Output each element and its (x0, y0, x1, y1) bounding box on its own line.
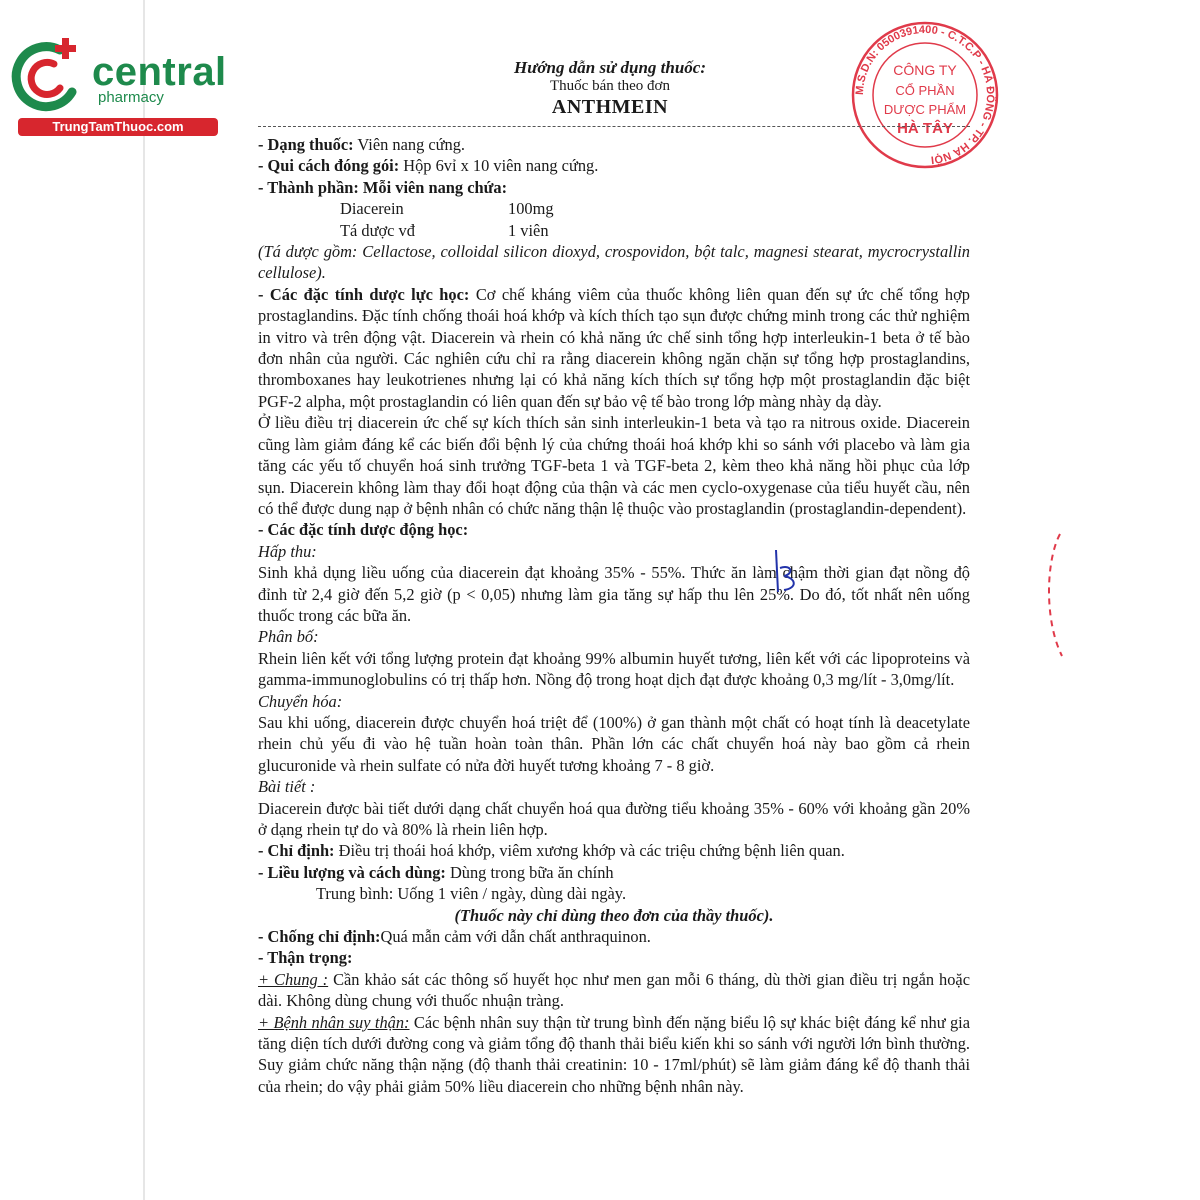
stamp-ring-text: M.S.D.N: 0500391400 - C.T.C.P - HÀ ĐÔNG - TP. HÀ NỘI (853, 23, 997, 166)
pharmacodynamics-para2: Ở liều điều trị diacerein ức chế sự kích thích sản sinh interleukin-1 beta và tạo ra nitrous oxide. Diacerein cũng làm giảm đáng kể các biến đổi bệnh lý của chứng thoái hoá khớp khi so sánh với placebo và làm gia tăng các yếu tố chuyển hoá sinh trưởng TGF-beta 1 và TGF-beta 2, kèm theo khả năng hồi phục của lớp sụn. Diacerein không làm thay đổi hoạt động của thận và các men cyclo-oxygenase của tiểu huyết cầu, nên có thể được dung nạp ở bệnh nhân có chức năng thận lệ thuộc vào prostaglandin (prostaglandin-dependent). (258, 413, 970, 518)
ingredient-amount: 1 viên (508, 220, 549, 240)
contraindications (258, 926, 970, 947)
contraindications-text: Quá mẫn cảm với dẫn chất anthraquinon. (380, 927, 651, 947)
central-pharmacy-logo[interactable] (10, 36, 227, 136)
composition-row (258, 198, 970, 219)
metabolism-heading: Chuyển hóa: (258, 691, 343, 711)
packaging-value: Hộp 6vỉ x 10 viên nang cứng. (399, 156, 599, 176)
metabolism-text: Sau khi uống, diacerein được chuyển hoá triệt để (100%) ở gan thành một chất có hoạt tính là deacetylate rhein chủ yếu đi vào hệ tuần hoàn toàn thân. Phần lớn các chất chuyển hoá này bao gồm cả rhein glucuronide và rhein sulfate có nửa đời huyết tương khoảng 7 - 8 giờ. (258, 712, 970, 775)
excretion-text: Diacerein được bài tiết dưới dạng chất chuyển hoá qua đường tiểu khoảng 35% - 60% với khoảng gần 20% ở dạng rhein tự do và 80% là rhein liên hợp. (258, 798, 970, 839)
stamp-line-4: HÀ TÂY (897, 120, 953, 137)
ingredient-amount: 100mg (508, 199, 554, 219)
doc-subtitle: Thuốc bán theo đơn (550, 78, 670, 94)
precautions-general (258, 969, 970, 1012)
doc-title: Hướng dẫn sử dụng thuốc: (514, 58, 706, 77)
dosage-label: - Liều lượng và cách dùng: (258, 862, 446, 882)
pharmacodynamics (258, 284, 970, 412)
pharmacokinetics-label: - Các đặc tính dược động học: (258, 520, 469, 540)
product-name: ANTHMEIN (551, 96, 669, 118)
dosage (258, 862, 970, 883)
precautions-label: - Thận trọng: (258, 948, 353, 968)
contraindications-label: - Chống chỉ định: (258, 927, 381, 947)
precautions-renal-label: + Bệnh nhân suy thận: (258, 1012, 410, 1032)
partial-stamp-mark (1036, 530, 1066, 660)
logo-brand-text: central (92, 50, 227, 94)
ingredient-name: Diacerein (340, 199, 404, 219)
precautions-renal (258, 1012, 970, 1098)
logo-site-banner: TrungTamThuoc.com (18, 118, 218, 136)
stamp-line-1: CÔNG TY (893, 62, 957, 78)
stamp-line-3: DƯỢC PHẨM (883, 102, 967, 117)
distribution-label: Phân bố (258, 627, 314, 647)
composition-label: - Thành phần: Mỗi viên nang chứa: (258, 177, 508, 197)
pharmacodynamics-text: Cơ chế kháng viêm của thuốc không liên quan đến sự ức chế tổng hợp prostaglandins. Đặc tính chống thoái hoá khớp và kích thích tạo sụn được chứng minh trong các thử nghiệm in vitro và trên động vật. Diacerein và rhein có khả năng ức chế sinh tổng hợp interleukin-1 beta ở tế bào đơn nhân của người. Các nghiên cứu chỉ ra rằng diacerein không ngăn chặn sự tổng hợp prostaglandins, thromboxanes hay leukotrienes nhưng lại có khả năng kích thích sự tổng hợp một prostaglandin đặc biệt PGF-2 alpha, một prostaglandin có liên quan đến sự bảo vệ tế bào trong lớp màng nhày dạ dày. (258, 284, 970, 411)
logo-mark-icon (10, 36, 90, 116)
precautions-general-label: + Chung : (258, 969, 329, 989)
dosage-average: Trung bình: Uống 1 viên / ngày, dùng dài ngày. (316, 884, 627, 904)
packaging (258, 155, 970, 176)
distribution-heading: Phân bố: (258, 627, 319, 647)
header-divider (258, 126, 970, 127)
excretion-label: Bài tiết : (258, 777, 316, 797)
indications (258, 840, 970, 861)
precautions-general-text: Cần khảo sát các thông số huyết học như men gan mỗi 6 tháng, dù thời gian điều trị ngắn hoặc dài. Không dùng chung với thuốc nhuận tràng. (258, 969, 970, 1011)
stamp-line-2: CỔ PHẦN (895, 83, 955, 98)
prescription-note: (Thuốc này chỉ dùng theo đơn của thầy thuốc). (454, 905, 774, 925)
excipients-note: (Tá dược gồm: Cellactose, colloidal silicon dioxyd, crospovidon, bột talc, magnesi stearat, mycrocrystallin cellulose). (258, 242, 970, 283)
dosage-form-label: - Dạng thuốc: (258, 135, 354, 154)
absorption-heading: Hấp thu: (258, 541, 317, 561)
indications-label: - Chỉ định: (258, 841, 335, 861)
absorption-text: Sinh khả dụng liều uống của diacerein đạt khoảng 35% - 55%. Thức ăn làm chậm thời gian đạt nồng độ đỉnh từ 2,4 giờ đến 5,2 giờ (p < 0,05) nhưng làm gia tăng sự hấp thu lên 25%. Do đó, tốt nhất nên uống thuốc trong các bữa ăn. (258, 563, 970, 625)
leaflet-body (258, 134, 970, 1097)
signature-mark (770, 548, 810, 598)
packaging-label: - Qui cách đóng gói: (258, 156, 400, 176)
distribution-text: Rhein liên kết với tổng lượng protein đạt khoảng 99% albumin huyết tương, liên kết với các lipoproteins và gamma-immunoglobulins có trị thấp hơn. Nồng độ trong hoạt dịch đạt được khoảng 0,3 mg/lít - 3,0mg/lít. (258, 648, 970, 690)
indications-text: Điều trị thoái hoá khớp, viêm xương khớp và các triệu chứng bệnh liên quan. (334, 841, 845, 861)
logo-sub-text: pharmacy (98, 89, 164, 106)
dosage-form (258, 134, 970, 155)
precautions-renal-text: Các bệnh nhân suy thận từ trung bình đến nặng biểu lộ sự khác biệt đáng kể như gia tăng diện tích dưới đường cong và giảm tổng độ thanh thải biểu kiến khi so sánh với người lớn bình thường. Suy giảm chức năng thận nặng (độ thanh thải creatinin: 10 - 17ml/phút) sẽ làm giảm đáng kể độ thanh thải của rhein; do vậy phải giảm 50% liều diacerein cho những bệnh nhân này. (258, 1012, 970, 1096)
dosage-form-value: Viên nang cứng. (353, 135, 466, 154)
pharmacodynamics-label: - Các đặc tính dược lực học: (258, 284, 470, 304)
composition-row (258, 220, 970, 241)
ingredient-name: Tá dược vđ (340, 220, 415, 240)
dosage-text: Dùng trong bữa ăn chính (445, 862, 614, 882)
metabolism-label: Chuyển hóa (258, 691, 337, 711)
paper-edge (143, 0, 145, 1200)
absorption-label: Hấp thu (258, 541, 312, 561)
